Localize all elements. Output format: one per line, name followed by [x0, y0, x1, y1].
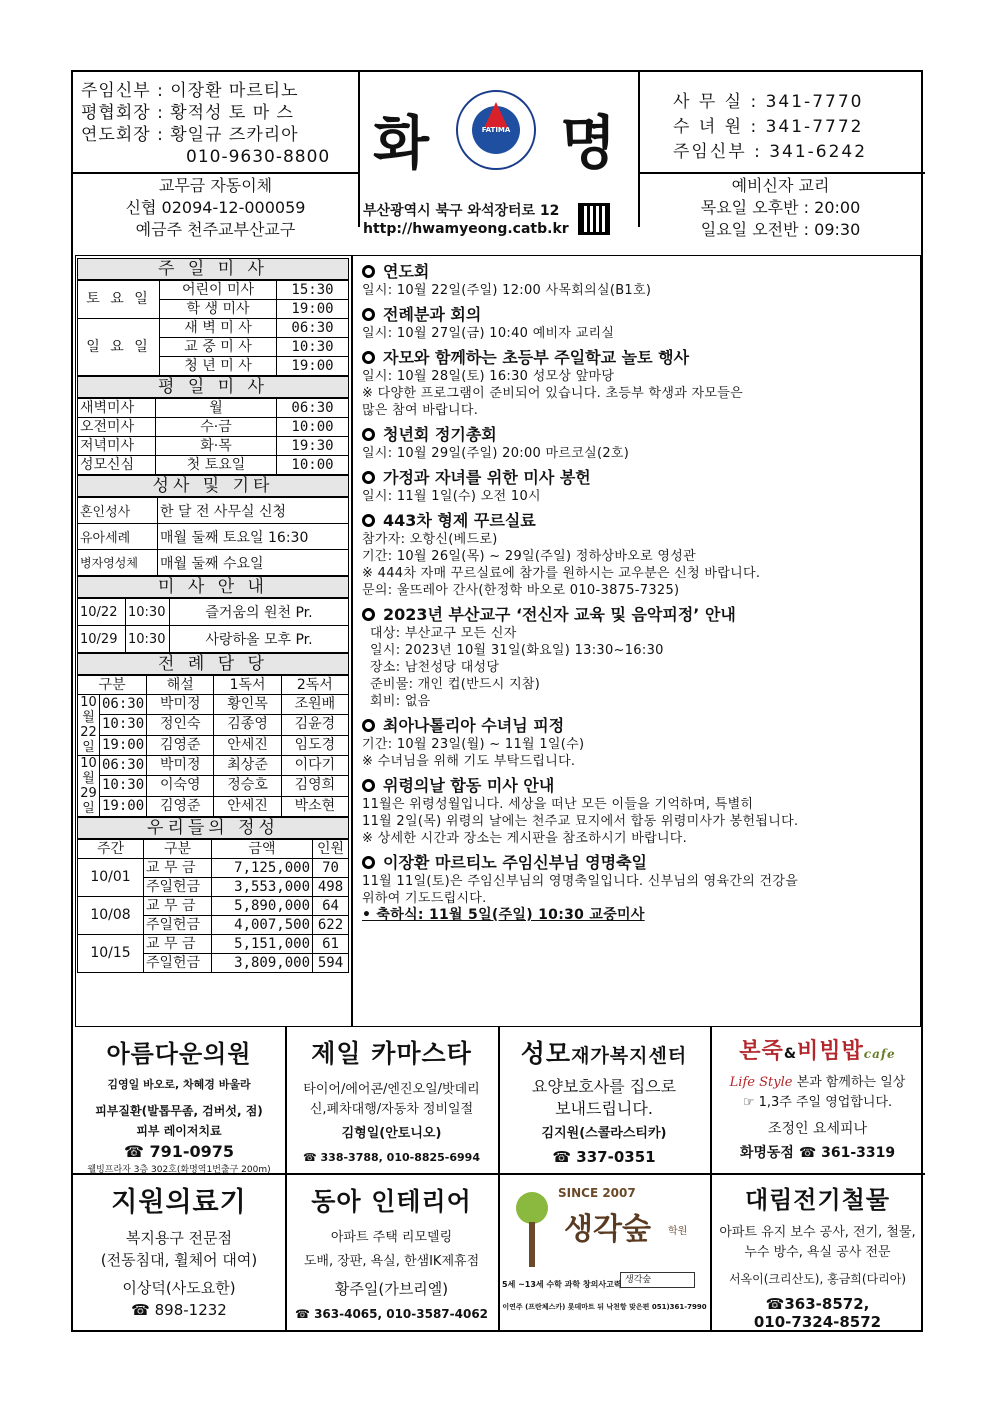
ad-clinic	[73, 1034, 285, 1177]
pastor-line: 주임신부 : 이장환 마르티노	[81, 81, 299, 101]
announcement-line: ※ 444차 자매 꾸르실료에 참가를 원하시는 교우분은 신청 바랍니다.	[362, 566, 761, 581]
liturgy-person: 정인숙	[147, 715, 214, 735]
ad-desc: 누수 방수, 욕실 공사 전문	[744, 1245, 891, 1260]
rosary-line: 연도회장 : 황일규 즈카리아	[81, 125, 299, 145]
sunday-mass-table	[77, 280, 349, 376]
catechism-title: 예비신자 교리	[731, 176, 830, 195]
ad-hardware	[710, 1180, 925, 1331]
ad-title: 대림전기철물	[744, 1186, 891, 1214]
bank-holder: 예금주 천주교부산교구	[135, 220, 296, 239]
liturgy-header: 1독서	[214, 676, 281, 695]
announcement-line: ※ 상세한 시간과 장소는 게시판을 참조하시기 바랍니다.	[362, 831, 688, 846]
sacrament-name: 유아세례	[78, 524, 158, 550]
announcement-line: 일시: 10월 29일(주일) 20:00 마르코실(2호)	[362, 446, 630, 461]
offering-header: 금액	[212, 840, 313, 859]
offering-kind: 교 무 금	[144, 935, 212, 954]
bullet-icon	[362, 428, 375, 441]
title-left: 화	[373, 109, 430, 177]
ad-owner: 김지원(스콜라스티카)	[541, 1126, 667, 1141]
ad-title: 비빔밥	[797, 1039, 864, 1064]
offering-amount: 5,890,000	[212, 897, 313, 916]
liturgy-title: 전 례 담 당	[77, 653, 349, 675]
announcement-item	[362, 348, 902, 419]
saturday-label: 토 요 일	[78, 281, 160, 319]
divider	[638, 172, 925, 174]
bullet-icon	[362, 265, 375, 278]
offering-week: 10/08	[78, 897, 144, 935]
ad-search-box: 생각숲	[620, 1272, 695, 1288]
announcement-title: 가정과 자녀를 위한 미사 봉헌	[362, 468, 902, 488]
ad-owner: 김형일(안토니오)	[341, 1126, 442, 1141]
announcement-line: ※ 수녀님을 위해 기도 부탁드립니다.	[362, 754, 576, 769]
liturgy-person: 박미정	[147, 756, 214, 776]
ad-phone: ☎ 337-0351	[552, 1148, 656, 1166]
offering-header: 주간	[78, 840, 144, 859]
liturgy-person: 황인목	[214, 695, 281, 715]
sacraments-table	[77, 497, 349, 576]
mass-name: 저녁미사	[78, 437, 156, 456]
mass-name: 학 생 미사	[160, 300, 277, 319]
ad-title-suffix: 재가복지센터	[571, 1045, 688, 1067]
qr-code-icon	[578, 203, 610, 235]
ad-phone: 010-7324-8572	[753, 1313, 882, 1331]
bullet-icon	[362, 351, 375, 364]
ad-phone: ☎ 898-1232	[131, 1301, 227, 1319]
ad-desc: 아파트 유지 보수 공사, 전기, 철물,	[719, 1225, 916, 1240]
announcement-item	[362, 468, 902, 505]
bank-info	[73, 175, 358, 241]
offering-amount: 4,007,500	[212, 916, 313, 935]
announcement-line: 기간: 10월 26일(목) ~ 29일(주일) 정하상바오로 영성관	[362, 549, 696, 564]
offering-kind: 주일헌금	[144, 878, 212, 897]
mass-name: 새 벽 미 사	[160, 319, 277, 338]
mass-time: 10:00	[277, 456, 349, 475]
flame-icon	[484, 102, 508, 128]
ad-address: 웰빙프라자 3층 302호(화명역1번출구 200m)	[87, 1165, 271, 1175]
liturgy-person: 김영준	[147, 735, 214, 755]
bullet-icon	[362, 856, 375, 869]
liturgy-time: 06:30	[100, 695, 147, 715]
mass-time: 10:30	[277, 338, 349, 357]
offering-count: 498	[313, 878, 349, 897]
ad-desc: 피부 레이저치료	[136, 1124, 222, 1138]
liturgy-person: 김영준	[147, 796, 214, 816]
announcement-title: 연도회	[362, 262, 902, 282]
announcement-item	[362, 716, 902, 770]
offering-header: 구분	[144, 840, 212, 859]
ad-since: SINCE 2007	[558, 1186, 636, 1200]
announcement-line: 문의: 울뜨레아 간사(한정학 바오로 010-3875-7325)	[362, 583, 680, 598]
ad-owner: 황주일(가브리엘)	[334, 1280, 449, 1298]
offering-amount: 3,809,000	[212, 954, 313, 973]
ad-title-amp: &	[783, 1046, 798, 1062]
liturgy-person: 박소현	[281, 796, 348, 816]
offering-kind: 주일헌금	[144, 954, 212, 973]
announcement-item	[362, 853, 902, 924]
ad-desc: (전동침대, 휠체어 대여)	[100, 1251, 258, 1269]
offerings-title: 우리들의 정성	[77, 817, 349, 839]
offering-count: 61	[313, 935, 349, 954]
offering-amount: 7,125,000	[212, 859, 313, 878]
rosary-phone: 010-9630-8800	[186, 147, 331, 167]
ad-interior	[285, 1182, 498, 1324]
liturgy-person: 안세진	[214, 796, 281, 816]
ad-owner: 이연주 (프란체스카) 롯데마트 뒤 낙천항 맞은편 051)361-7990	[502, 1303, 707, 1311]
liturgy-person: 임도경	[281, 735, 348, 755]
liturgy-person: 안세진	[214, 735, 281, 755]
liturgy-person: 정승호	[214, 776, 281, 796]
address-block	[363, 202, 603, 238]
announcement-line: ※ 다양한 프로그램이 준비되어 있습니다. 초등부 학생과 자모들은	[362, 386, 743, 401]
offering-amount: 5,151,000	[212, 935, 313, 954]
liturgy-time: 19:00	[100, 796, 147, 816]
offering-kind: 교 무 금	[144, 859, 212, 878]
announcement-line: 회비: 없음	[370, 694, 431, 709]
announcement-title: 443차 형제 꾸르실료	[362, 511, 902, 531]
announcement-title: 청년회 정기총회	[362, 425, 902, 445]
announcement-title: 2023년 부산교구 ‘전신자 교육 및 음악피정’ 안내	[362, 605, 902, 625]
liturgy-table	[77, 675, 349, 817]
ad-desc: 신,폐차대행/자동차 정비일절	[309, 1102, 474, 1117]
announcement-line: 일시: 11월 1일(수) 오전 10시	[362, 489, 541, 504]
bullet-icon	[362, 308, 375, 321]
sunday-mass-title: 주 일 미 사	[77, 258, 349, 280]
convent-phone: 수 녀 원 : 341-7772	[673, 117, 864, 137]
mass-time: 19:00	[277, 300, 349, 319]
mass-time: 06:30	[277, 399, 349, 418]
announcement-line: 준비물: 개인 컵(반드시 지참)	[370, 677, 541, 692]
announcement-line: 11월 2일(목) 위령의 날에는 천주교 묘지에서 합동 위령미사가 봉헌됩니다.	[362, 814, 799, 829]
mass-time: 19:30	[277, 437, 349, 456]
mass-name: 새벽미사	[78, 399, 156, 418]
sacrament-name: 병자영성체	[78, 550, 158, 576]
mass-name: 청 년 미 사	[160, 357, 277, 376]
address: 부산광역시 북구 와석장터로 12	[363, 203, 560, 219]
announcements	[362, 262, 902, 930]
ad-title: 생각숲	[564, 1212, 651, 1247]
ad-phone: ☎ 338-3788, 010-8825-6994	[302, 1151, 480, 1164]
liturgy-time: 10:30	[100, 715, 147, 735]
mass-name: 오전미사	[78, 418, 156, 437]
offering-week: 10/01	[78, 859, 144, 897]
announcement-title: 최아나톨리아 수녀님 피정	[362, 716, 902, 736]
offerings-table	[77, 839, 349, 973]
announcement-line: 참가자: 오항신(베드로)	[362, 532, 498, 547]
weekday-mass-table	[77, 398, 349, 475]
catechism-sun: 일요일 오전반 : 09:30	[700, 220, 861, 239]
offering-count: 594	[313, 954, 349, 973]
bank-account: 신협 02094-12-000059	[125, 198, 306, 217]
bullet-icon	[362, 719, 375, 732]
liturgy-person: 박미정	[147, 695, 214, 715]
mass-time: 10:00	[277, 418, 349, 437]
council-line: 평협회장 : 황적성 토 마 스	[81, 103, 294, 123]
ad-phone: 화명동점 ☎ 361-3319	[739, 1145, 896, 1161]
ad-desc: 보내드립니다.	[555, 1099, 653, 1118]
ad-desc: 타이어/에어콘/엔진오일/밧데리	[303, 1082, 480, 1097]
announcement-title: 전례분과 회의	[362, 305, 902, 325]
liturgy-header: 구분	[78, 676, 147, 695]
announcement-item	[362, 305, 902, 342]
divider	[73, 172, 358, 174]
intention-date: 10/22	[78, 599, 126, 626]
rectory-phone: 주임신부 : 341-6242	[673, 142, 868, 162]
ad-owner: 서옥이(크리산도), 홍금희(다리아)	[728, 1272, 907, 1286]
intention-time: 10:30	[126, 599, 170, 626]
intention-text: 사랑하올 모후 Pr.	[170, 626, 349, 653]
offering-header: 인원	[313, 840, 349, 859]
ad-desc: 아파트 주택 리모델링	[330, 1230, 453, 1245]
ad-cafe-label: cafe	[863, 1047, 896, 1061]
ad-restaurant	[710, 1034, 925, 1163]
liturgy-header: 해설	[147, 676, 214, 695]
announcement-line: 장소: 남천성당 대성당	[370, 660, 500, 675]
bank-title: 교무금 자동이체	[158, 176, 273, 195]
ad-owner: 김영일 바오로, 차혜경 바울라	[107, 1078, 251, 1091]
announcement-line: 일시: 10월 27일(금) 10:40 예비자 교리실	[362, 326, 615, 341]
office-phone: 사 무 실 : 341-7770	[673, 92, 864, 112]
bullet-icon	[362, 471, 375, 484]
announcement-item	[362, 262, 902, 299]
offering-kind: 교 무 금	[144, 897, 212, 916]
announcement-item	[362, 776, 902, 847]
website-link[interactable]: http://hwamyeong.catb.kr	[363, 221, 569, 237]
schedule-column	[77, 258, 349, 973]
sacrament-value: 매월 둘째 수요일	[158, 550, 349, 576]
liturgy-date: 10월29일	[78, 756, 100, 817]
catechism-thu: 목요일 오후반 : 20:00	[700, 198, 861, 217]
ad-title: 아름다운의원	[106, 1040, 252, 1068]
announcement-line: 대상: 부산교구 모든 신자	[370, 626, 517, 641]
parish-logo: FATIMA	[456, 90, 536, 170]
mass-time: 15:30	[277, 281, 349, 300]
announcement-line: 11월은 위령성월입니다. 세상을 떠난 모든 이들을 기억하며, 특별히	[362, 797, 754, 812]
ad-title: 동아 인테리어	[311, 1187, 472, 1216]
mass-name: 교 중 미 사	[160, 338, 277, 357]
announcement-line: 많은 참여 바랍니다.	[362, 403, 479, 418]
ad-desc: ☞ 1,3주 주일 영업합니다.	[742, 1095, 893, 1110]
intention-date: 10/29	[78, 626, 126, 653]
intention-time: 10:30	[126, 626, 170, 653]
ad-desc: 요양보호사를 집으로	[531, 1077, 677, 1096]
liturgy-person: 김영희	[281, 776, 348, 796]
divider	[351, 255, 353, 1027]
ad-owner: 조정인 요세피나	[767, 1121, 868, 1137]
header-officers	[81, 80, 353, 168]
bullet-icon	[362, 514, 375, 527]
mass-day: 월	[156, 399, 277, 418]
announcement-line: 11월 11일(토)은 주임신부님의 영명축일입니다. 신부님의 영육간의 건강을	[362, 874, 799, 889]
ad-phone: ☎ 791-0975	[123, 1142, 235, 1161]
announcement-title: 이장환 마르티노 주임신부님 영명축일	[362, 853, 902, 873]
announcement-item	[362, 511, 902, 599]
weekday-mass-title: 평 일 미 사	[77, 376, 349, 398]
ad-phone: ☎363-8572,	[765, 1295, 870, 1313]
ad-desc: 도배, 장판, 욕실, 한샘IK제휴점	[303, 1254, 480, 1269]
liturgy-time: 10:30	[100, 776, 147, 796]
ad-medical-supply	[73, 1180, 285, 1321]
bullet-icon	[362, 779, 375, 792]
mass-intentions-title: 미 사 안 내	[77, 576, 349, 598]
mass-name: 어린이 미사	[160, 281, 277, 300]
mass-time: 19:00	[277, 357, 349, 376]
announcement-title: 위령의날 합동 미사 안내	[362, 776, 902, 796]
divider	[358, 72, 360, 227]
mass-day: 첫 토요일	[156, 456, 277, 475]
ad-phone: ☎ 363-4065, 010-3587-4062	[294, 1307, 489, 1321]
mass-name: 성모신심	[78, 456, 156, 475]
ad-title: 성모	[520, 1039, 572, 1068]
ad-desc: 5세 ~13세 수학 과학 창의사고력	[502, 1280, 622, 1289]
mass-intentions-table	[77, 598, 349, 653]
feast-line: • 축하식: 11월 5일(주일) 10:30 교중미사	[362, 907, 645, 923]
ad-life-style: Life Style	[729, 1075, 793, 1090]
mass-day: 수·금	[156, 418, 277, 437]
offering-amount: 3,553,000	[212, 878, 313, 897]
announcement-line: 위하여 기도드립시다.	[362, 891, 487, 906]
tree-trunk-icon	[529, 1222, 535, 1267]
offering-count: 70	[313, 859, 349, 878]
ad-car-service	[285, 1034, 498, 1168]
announcement-title: 자모와 함께하는 초등부 주일학교 놀토 행사	[362, 348, 902, 368]
liturgy-person: 이숙영	[147, 776, 214, 796]
announcement-line: 기간: 10월 23일(월) ~ 11월 1일(수)	[362, 737, 585, 752]
liturgy-person: 최상준	[214, 756, 281, 776]
ad-academy	[498, 1182, 710, 1327]
liturgy-person: 김윤경	[281, 715, 348, 735]
liturgy-time: 06:30	[100, 756, 147, 776]
liturgy-header: 2독서	[281, 676, 348, 695]
catechism-info	[638, 175, 923, 241]
sunday-label: 일 요 일	[78, 319, 160, 376]
ad-title-suffix: 학원	[668, 1226, 688, 1237]
header-phones	[673, 90, 908, 165]
ad-welfare-center	[498, 1034, 710, 1168]
announcement-line: 일시: 10월 28일(토) 16:30 성모상 앞마당	[362, 369, 615, 384]
liturgy-person: 조원배	[281, 695, 348, 715]
sacrament-value: 매월 둘째 토요일 16:30	[158, 524, 349, 550]
ad-owner: 이상덕(사도요한)	[122, 1279, 236, 1297]
tree-icon	[516, 1192, 548, 1224]
announcement-line: 일시: 2023년 10월 31일(화요일) 13:30~16:30	[370, 643, 664, 658]
bulletin-frame	[71, 70, 923, 1332]
sacraments-title: 성사 및 기타	[77, 475, 349, 497]
offering-count: 622	[313, 916, 349, 935]
ad-title: 본죽	[739, 1039, 784, 1064]
liturgy-person: 김종영	[214, 715, 281, 735]
ad-desc: 복지용구 전문점	[125, 1229, 233, 1247]
ad-title: 제일 카마스타	[311, 1039, 472, 1068]
bullet-icon	[362, 608, 375, 621]
mass-day: 화·목	[156, 437, 277, 456]
ad-desc: 본과 함께하는 일상	[796, 1075, 906, 1090]
liturgy-time: 19:00	[100, 735, 147, 755]
ad-title: 지원의료기	[111, 1187, 247, 1218]
sacrament-value: 한 달 전 사무실 신청	[158, 498, 349, 524]
offering-kind: 주일헌금	[144, 916, 212, 935]
announcement-line: 일시: 10월 22일(주일) 12:00 사목회의실(B1호)	[362, 283, 652, 298]
title-right: 명	[560, 109, 617, 177]
offering-count: 64	[313, 897, 349, 916]
sacrament-name: 혼인성사	[78, 498, 158, 524]
ad-desc: 피부질환(발톱무좀, 검버섯, 점)	[95, 1104, 263, 1118]
offering-week: 10/15	[78, 935, 144, 973]
intention-text: 즐거움의 원천 Pr.	[170, 599, 349, 626]
announcement-item	[362, 605, 902, 710]
liturgy-date: 10월22일	[78, 695, 100, 756]
announcement-item	[362, 425, 902, 462]
mass-time: 06:30	[277, 319, 349, 338]
liturgy-person: 이다기	[281, 756, 348, 776]
